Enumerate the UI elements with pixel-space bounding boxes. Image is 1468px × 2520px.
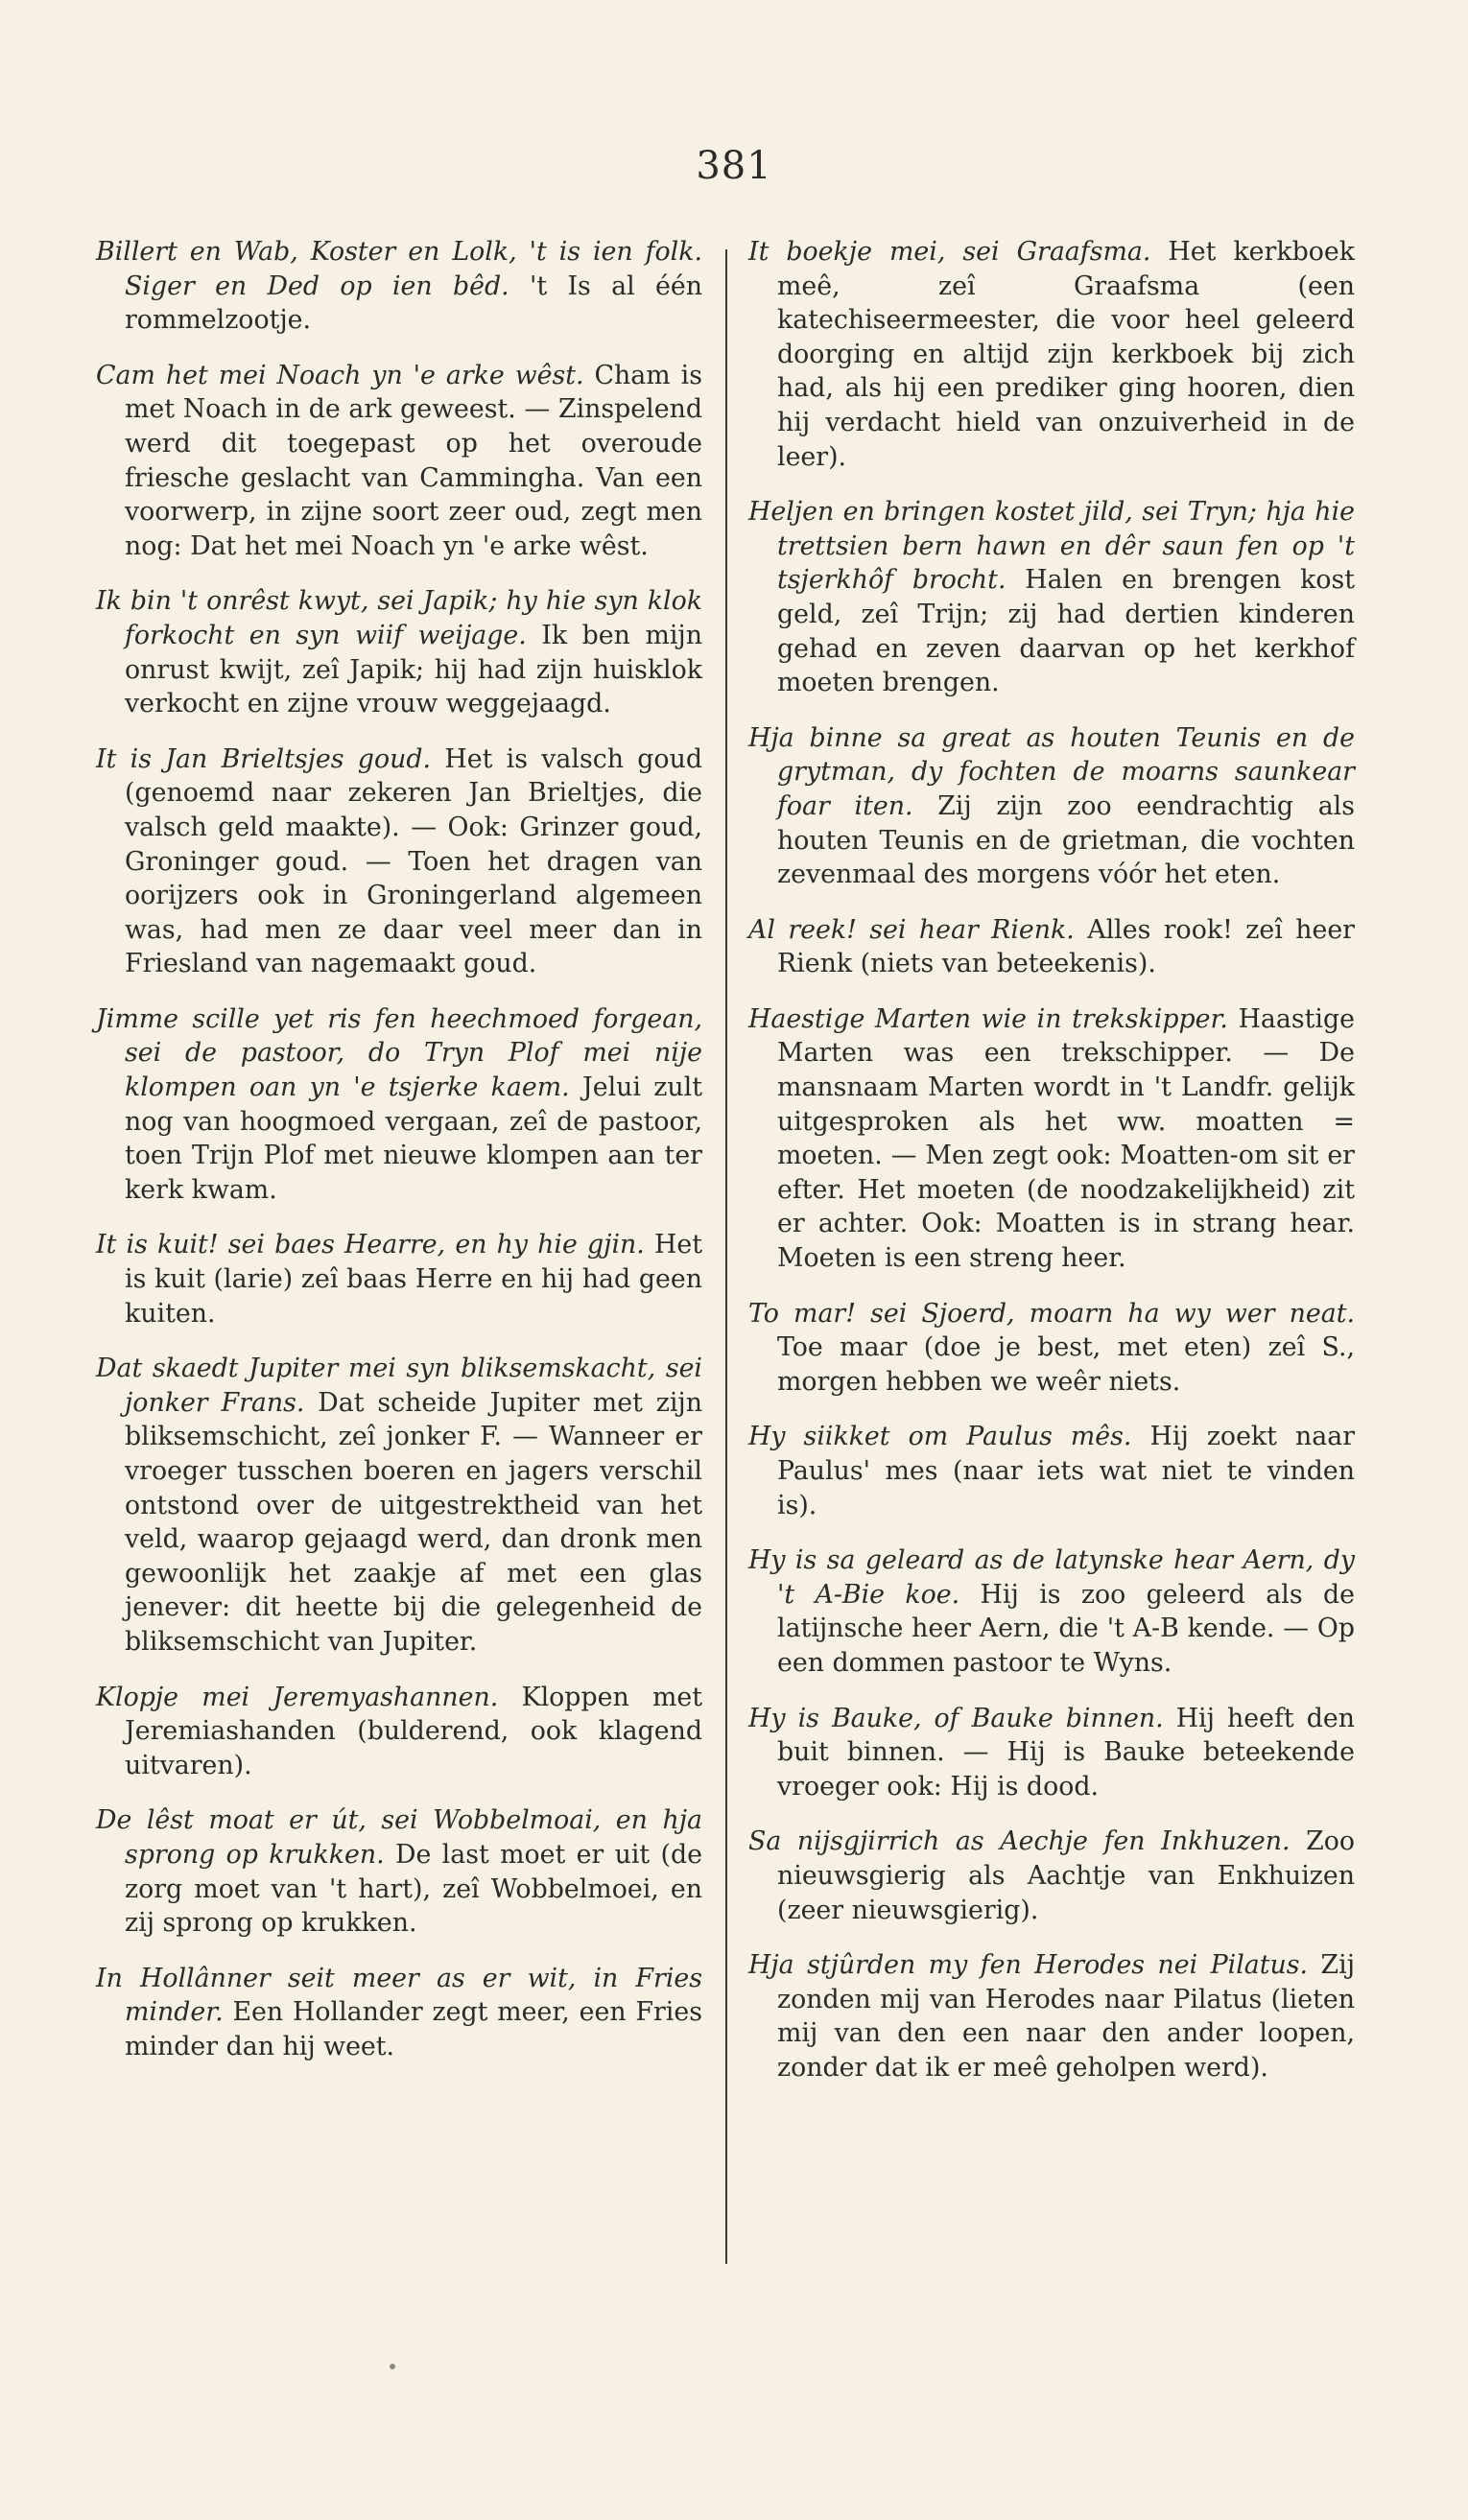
frisian-proverb: In Hollânner seit meer as er wit, in Fries minder. [96,1963,702,2028]
dutch-explanation: De last moet er uit (de zorg moet van 't hart), zeî Wobbelmoei, en zij sprong op krukken. [125,1839,702,1939]
frisian-proverb: It is kuit! sei baes Hearre, en hy hie gjin. [96,1230,645,1260]
proverb-entry [96,1681,702,1783]
proverb-entry [748,1948,1355,2084]
frisian-proverb: Haestige Marten wie in trekskipper. [748,1003,1228,1034]
frisian-proverb: Hy is Bauke, of Bauke binnen. [748,1703,1164,1733]
proverb-entry [748,1420,1355,1522]
dutch-explanation: Het is valsch goud (genoemd naar zekeren Jan Brieltjes, die valsch geld maakte). — Ook: Grinzer goud, Groninger goud. — Toen het dragen van oorijzers ook in Groningerland algemeen was, had men ze daar veel meer dan in Friesland van nagemaakt goud. [125,743,702,979]
proverb-entry [96,235,702,338]
proverb-entry [96,1352,702,1659]
frisian-proverb: Cam het mei Noach yn 'e arke wêst. [96,360,584,390]
dutch-explanation: Toe maar (doe je best, met eten) zeî S., morgen hebben we weêr niets. [777,1332,1355,1397]
proverb-entry [96,1002,702,1208]
frisian-proverb: Sa nijsgjirrich as Aechje fen Inkhuzen. [748,1826,1290,1857]
proverb-entry [748,913,1355,981]
dutch-explanation: 't Is al één rommelzootje. [125,271,702,336]
frisian-proverb: De lêst moat er út, sei Wobbelmoai, en hja sprong op krukken. [96,1805,702,1870]
frisian-proverb: To mar! sei Sjoerd, moarn ha wy wer neat. [748,1298,1355,1329]
dutch-explanation: Zij zijn zoo eendrachtig als houten Teunis en de grietman, die vochten zevenmaal des morgens vóór het eten. [777,790,1355,890]
frisian-proverb: Dat skaedt Jupiter mei syn bliksemskacht, sei jonker Frans. [96,1354,702,1418]
left-column [96,235,702,2085]
proverb-entry [748,1702,1355,1804]
dutch-explanation: Dat scheide Jupiter met zijn bliksemschicht, zeî jonker F. — Wanneer er vroeger tusschen boeren en jagers verschil ontstond over de uitgestrektheid van het veld, waarop gejaagd werd, dan dronk men gewoonlijk het zaakje af met een glas jenever: dit heette bij die gelegenheid de bliksemschicht van Jupiter. [125,1387,702,1657]
frisian-proverb: Jimme scille yet ris fen heechmoed forgean, sei de pastoor, do Tryn Plof mei nije klompen oan yn 'e tsjerke kaem. [96,1003,702,1103]
print-speck [390,2364,395,2369]
dutch-explanation: Hij heeft den buit binnen. — Hij is Bauke beteekende vroeger ook: Hij is dood. [777,1703,1355,1802]
dutch-explanation: Kloppen met Jeremiashanden (bulderend, ook klagend uitvaren). [125,1682,702,1780]
dutch-explanation: Cham is met Noach in de ark geweest. — Zinspelend werd dit toegepast op het overoude friesche geslacht van Cammingha. Van een voorwerp, in zijne soort zeer oud, zegt men nog: Dat het mei Noach yn 'e arke wêst. [125,360,702,561]
dutch-explanation: Een Hollander zegt meer, een Fries minder dan hij weet. [125,1997,702,2061]
proverb-entry [748,235,1355,474]
proverb-entry [748,1002,1355,1276]
dutch-explanation: Ik ben mijn onrust kwijt, zeî Japik; hij had zijn huisklok verkocht en zijne vrouw weggejaagd. [125,620,702,719]
proverb-entry [96,1228,702,1331]
proverb-entry [748,1297,1355,1400]
dutch-explanation: Haastige Marten was een trekschipper. — De mansnaam Marten wordt in 't Landfr. gelijk uitgesproken als het ww. moatten = moeten. — Men zegt ook: Moatten-om sit er efter. Het moeten (de noodzakelijkheid) zit er achter. Ook: Moatten is in strang hear. Moeten is een streng heer. [777,1003,1355,1274]
frisian-proverb: Billert en Wab, Koster en Lolk, 't is ien folk. Siger en Ded op ien bêd. [96,237,702,301]
proverb-entry [748,721,1355,892]
frisian-proverb: Hja stjûrden my fen Herodes nei Pilatus. [748,1950,1309,1981]
dutch-explanation: Zij zonden mij van Herodes naar Pilatus (lieten mij van den een naar den ander loopen, zonder dat ik er meê geholpen werd). [777,1950,1355,2083]
right-column [748,235,1355,2107]
frisian-proverb: Al reek! sei hear Rienk. [748,914,1075,945]
frisian-proverb: Hja binne sa great as houten Teunis en de grytman, dy fochten de moarns saunkear foar iten. [748,722,1355,821]
frisian-proverb: Hy is sa geleard as de latynske hear Aern, dy 't A-Bie koe. [748,1545,1355,1610]
frisian-proverb: Klopje mei Jeremyashannen. [96,1682,499,1712]
frisian-proverb: It is Jan Brieltsjes goud. [96,743,432,774]
frisian-proverb: Heljen en bringen kostet jild, sei Tryn; hja hie trettsien bern hawn en dêr saun fen op 't tsjerkhôf brocht. [748,497,1355,596]
dutch-explanation: Jelui zult nog van hoogmoed vergaan, zeî de pastoor, toen Trijn Plof met nieuwe klompen aan ter kerk kwam. [125,1072,702,1205]
dutch-explanation: Hij is zoo geleerd als de latijnsche heer Aern, die 't A-B kende. — Op een dommen pastoor te Wyns. [777,1579,1355,1678]
proverb-entry [748,1543,1355,1680]
frisian-proverb: Ik bin 't onrêst kwyt, sei Japik; hy hie syn klok forkocht en syn wiif weijage. [96,586,702,650]
proverb-entry [748,1825,1355,1927]
dutch-explanation: Alles rook! zeî heer Rienk (niets van beteekenis). [777,914,1355,979]
dutch-explanation: Zoo nieuwsgierig als Aachtje van Enkhuizen (zeer nieuwsgierig). [777,1826,1355,1925]
proverb-entry [96,584,702,720]
proverb-entry [96,1962,702,2064]
proverb-entry [96,359,702,564]
dutch-explanation: Hij zoekt naar Paulus' mes (naar iets wat niet te vinden is). [777,1422,1356,1520]
frisian-proverb: Hy siikket om Paulus mês. [748,1422,1132,1452]
proverb-entry [96,1803,702,1940]
proverb-entry [96,742,702,981]
dutch-explanation: Het is kuit (larie) zeî baas Herre en hij had geen kuiten. [125,1230,702,1329]
page-number: 381 [696,144,772,188]
frisian-proverb: It boekje mei, sei Graafsma. [748,237,1151,267]
dutch-explanation: Halen en brengen kost geld, zeî Trijn; zij had dertien kinderen gehad en zeven daarvan op het kerkhof moeten brengen. [777,565,1355,698]
proverb-entry [748,495,1355,700]
dutch-explanation: Het kerkboek meê, zeî Graafsma (een katechiseermeester, die voor heel geleerd doorging en altijd zijn kerkboek bij zich had, als hij een prediker ging hooren, dien hij verdacht hield van onzuiverheid in de leer). [777,237,1355,472]
column-divider [725,249,727,2264]
